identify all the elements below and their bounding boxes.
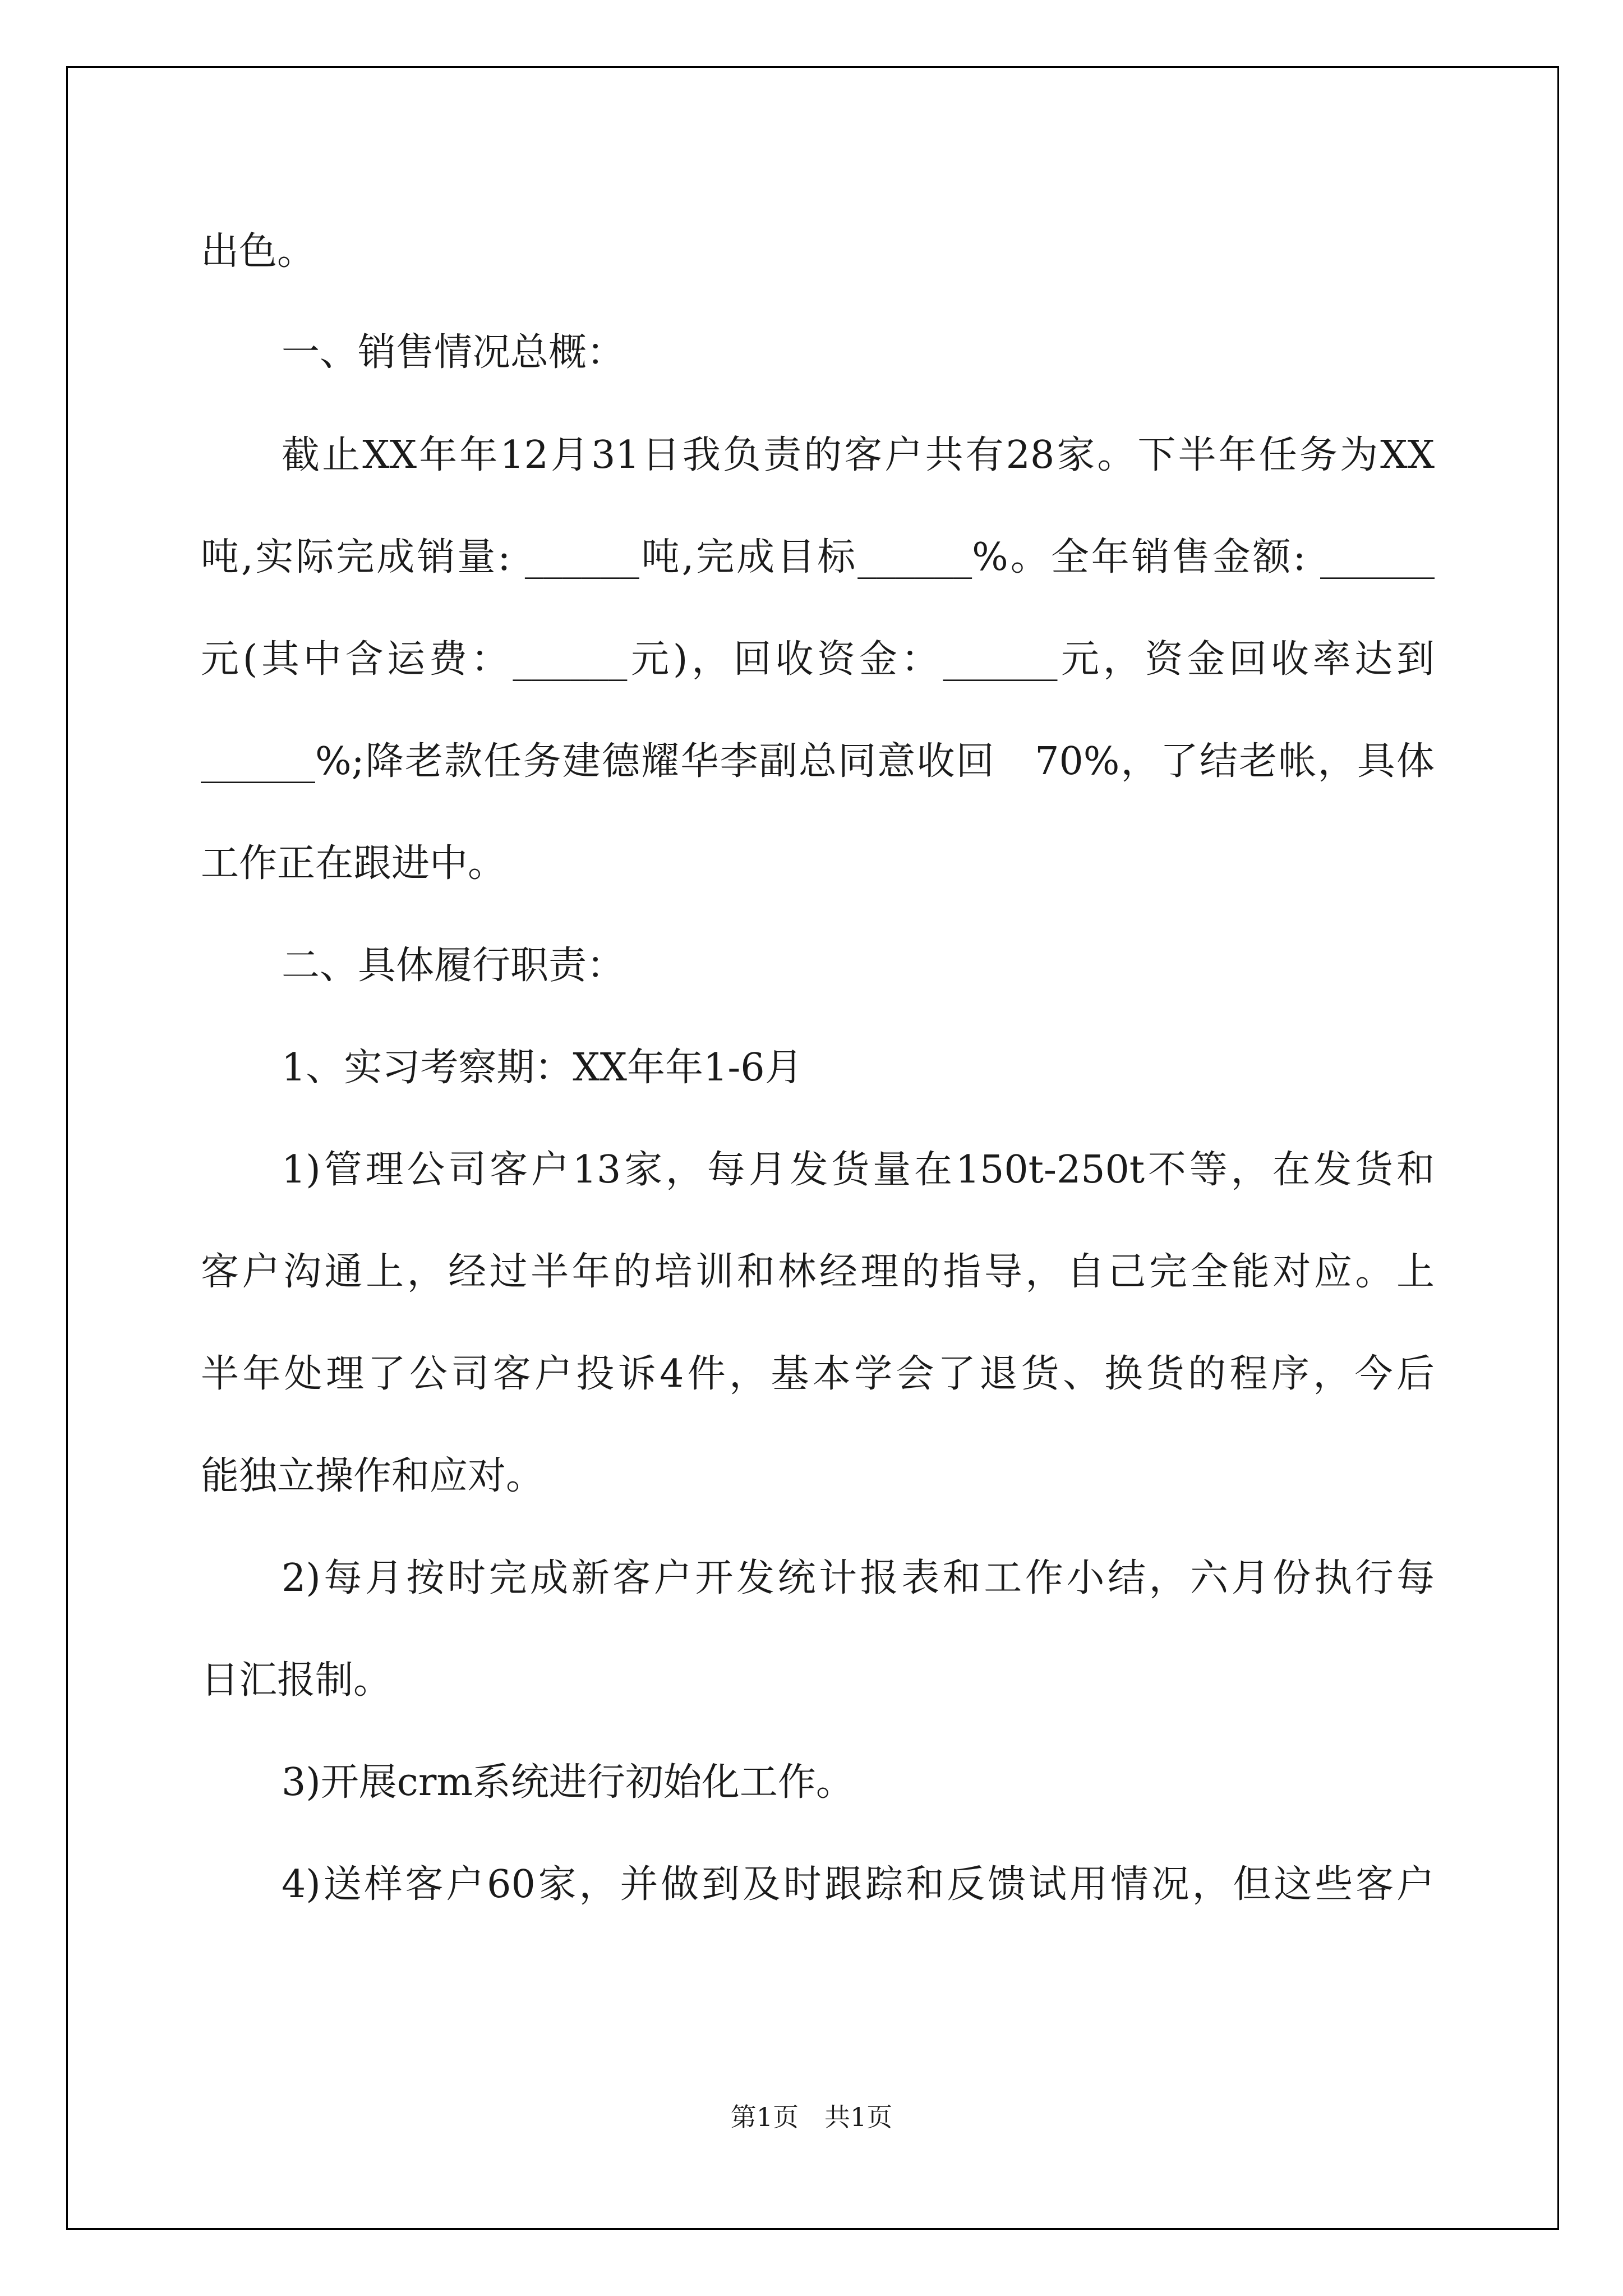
text-line: 3)开展crm系统进行初始化工作。 [282, 1760, 854, 1805]
text-line: 吨,实际完成销量: ______吨,完成目标______%。全年销售金额: ______ [201, 535, 1435, 579]
text-line: 截止XX年年12月31日我负责的客户共有28家。下半年任务为XX [282, 433, 1435, 477]
subsection-heading: 1、实习考察期：XX年年1-6月 [282, 1046, 803, 1090]
text-line: 半年处理了公司客户投诉4件，基本学会了退货、换货的程序，今后 [201, 1352, 1435, 1396]
text-line: 客户沟通上，经过半年的培训和林经理的指导，自己完全能对应。上 [201, 1250, 1435, 1294]
text-line: 日汇报制。 [201, 1658, 392, 1703]
text-line: ______%;降老款任务建德耀华李副总同意收回 70%，了结老帐，具体 [201, 739, 1435, 784]
page-number-footer: 第1页 共1页 [730, 2102, 893, 2132]
text-line: 2)每月按时完成新客户开发统计报表和工作小结，六月份执行每 [282, 1556, 1435, 1600]
section-heading: 一、销售情况总概： [282, 330, 625, 375]
section-heading: 二、具体履行职责： [282, 944, 625, 988]
text-line: 工作正在跟进中。 [201, 841, 506, 886]
text-line: 能独立操作和应对。 [201, 1454, 545, 1498]
text-line: 1)管理公司客户13家，每月发货量在150t-250t不等，在发货和 [282, 1148, 1435, 1192]
text-line: 4)送样客户60家，并做到及时跟踪和反馈试用情况，但这些客户 [282, 1862, 1435, 1907]
text-line: 元(其中含运费：______元)，回收资金：______元，资金回收率达到 [201, 637, 1435, 682]
text-line: 出色。 [201, 229, 316, 274]
